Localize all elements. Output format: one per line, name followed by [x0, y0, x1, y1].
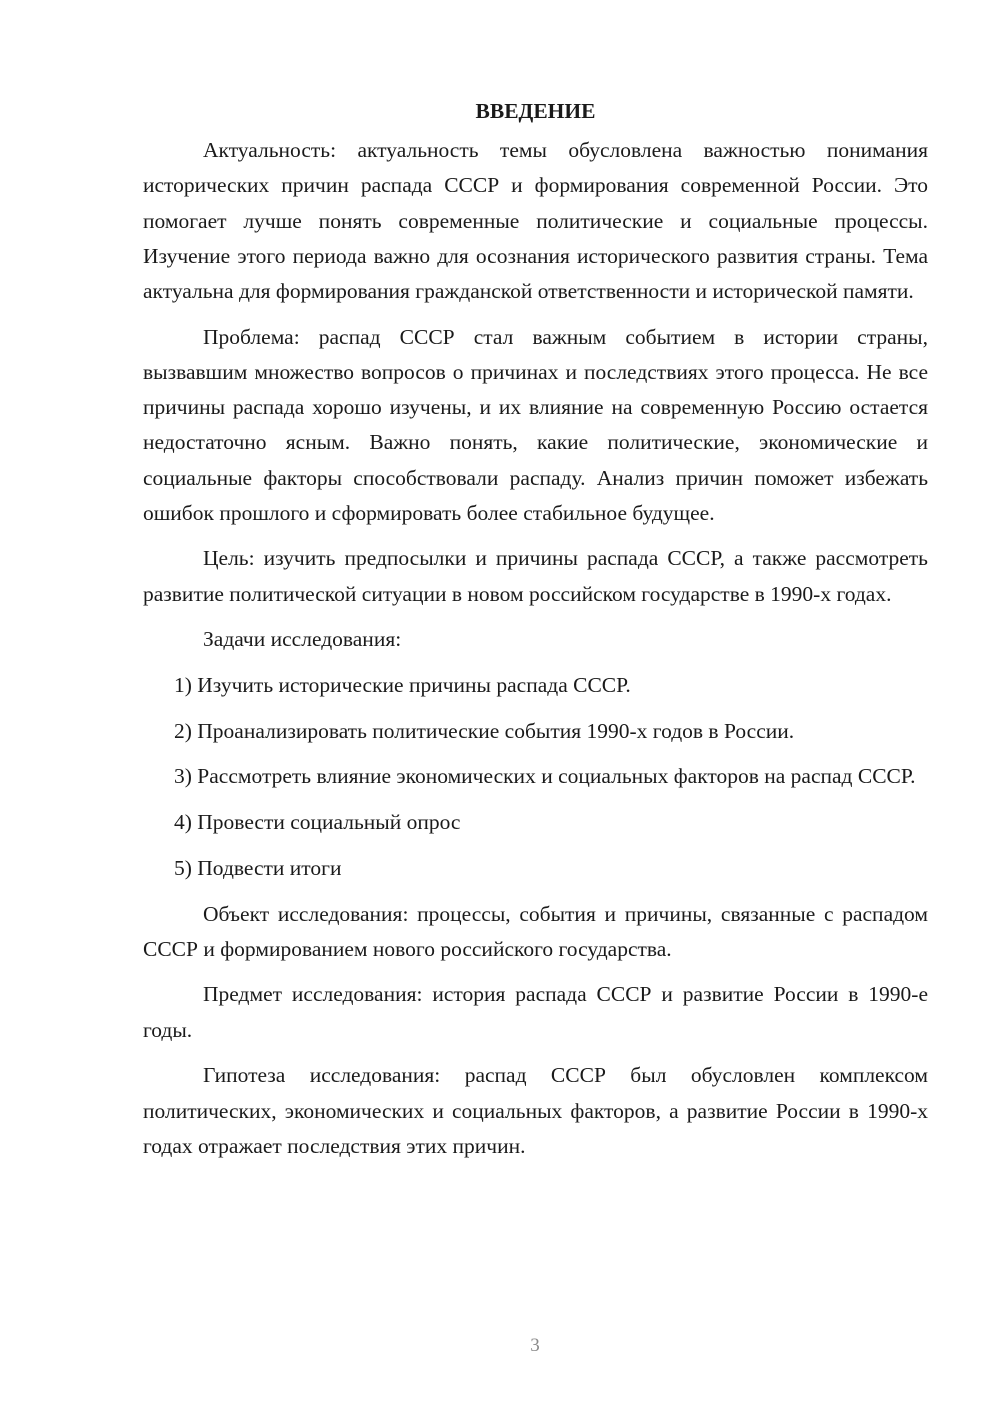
object-paragraph: Объект исследования: процессы, события и причины, связанные с распадом СССР и формированием нового российского государства. [143, 901, 928, 961]
goal-paragraph: Цель: изучить предпосылки и причины распада СССР, а также рассмотреть развитие политической ситуации в новом российском государстве в 1990-х годах. [143, 546, 928, 606]
subject-paragraph: Предмет исследования: история распада СССР и развитие России в 1990-е годы. [143, 982, 928, 1042]
hypothesis-paragraph: Гипотеза исследования: распад СССР был обусловлен комплексом политических, экономических и социальных факторов, а развитие России в 1990-х годах отражает последствия этих причин. [143, 1063, 928, 1158]
relevance-paragraph: Актуальность: актуальность темы обусловлена важностью понимания исторических причин распада СССР и формирования современной России. Это помогает лучше понять современные политические и социальные процессы. Изучение этого периода важно для осознания исторического развития страны. Тема актуальна для формирования гражданской ответственности и исторической памяти. [143, 138, 928, 304]
tasks-heading: Задачи исследования: [203, 627, 402, 652]
problem-paragraph: Проблема: распад СССР стал важным событием в истории страны, вызвавшим множество вопросов о причинах и последствиях этого процесса. Не все причины распада хорошо изучены, и их влияние на современную Россию остается недостаточно ясным. Важно понять, какие политические, экономические и социальные факторы способствовали распаду. Анализ причин поможет избежать ошибок прошлого и сформировать более стабильное будущее. [143, 324, 928, 525]
task-item: 5) Подвести итоги [174, 855, 342, 880]
task-item: 2) Проанализировать политические события 1990-х годов в России. [174, 718, 795, 743]
page-body [143, 94, 928, 1174]
task-item: 4) Провести социальный опрос [174, 810, 461, 835]
section-title: ВВЕДЕНИЕ [475, 99, 596, 123]
page-number: 3 [530, 1335, 540, 1356]
task-item: 3) Рассмотреть влияние экономических и социальных факторов на распад СССР. [174, 764, 916, 789]
tasks-list [143, 668, 928, 886]
task-item: 1) Изучить исторические причины распада СССР. [174, 673, 631, 698]
